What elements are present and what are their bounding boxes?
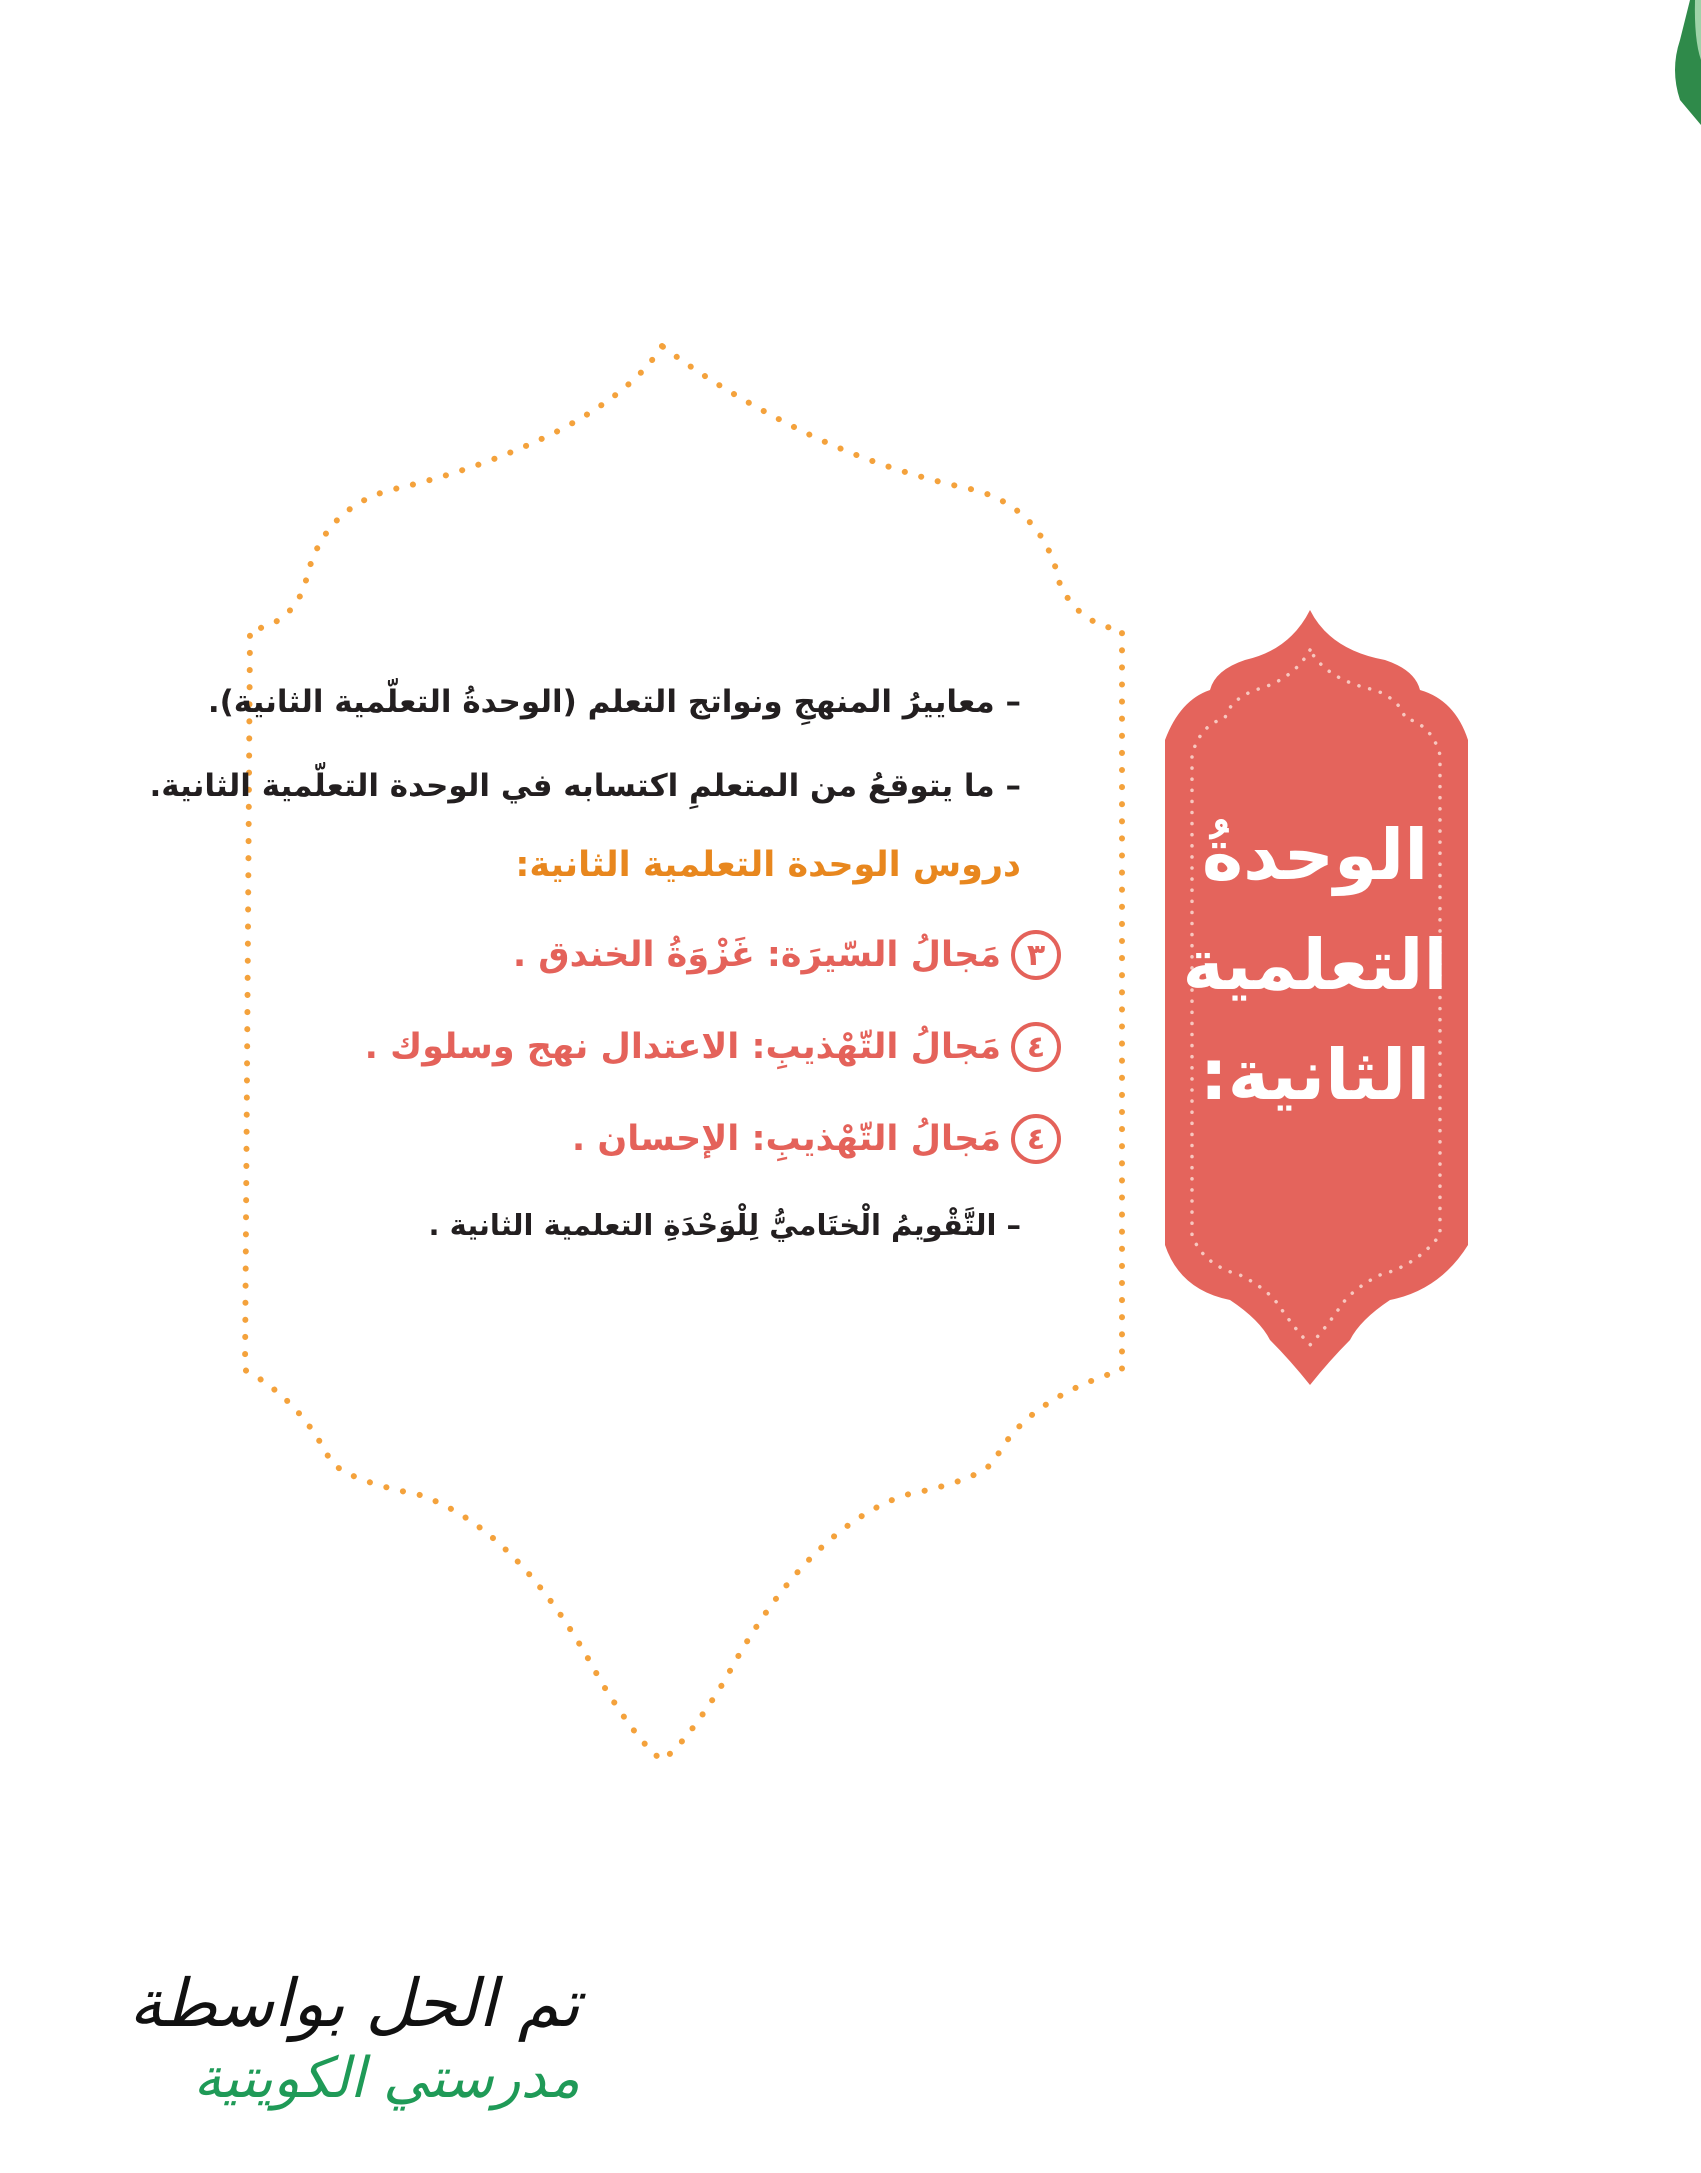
credit-line-2: مدرستي الكويتية (193, 2046, 580, 2111)
lesson-title: مَجالُ التّهْذيبِ: الإحسان . (571, 1119, 1001, 1159)
unit-title-line: الثانية: (1199, 1034, 1431, 1116)
unit-title-line: التعلمية (1182, 924, 1448, 1006)
unit-title-line: الوحدةُ (1201, 814, 1429, 896)
lesson-number-badge: ٤ (1011, 1114, 1061, 1164)
lesson-number-badge: ٣ (1011, 930, 1061, 980)
lesson-item (513, 930, 1061, 980)
lesson-title: مَجالُ السّيرَة: غَزْوَةُ الخندق . (512, 935, 1001, 975)
credit-line-1: تم الحل بواسطة (129, 1965, 580, 2042)
lesson-item (365, 1022, 1061, 1072)
bullet-expectations: – ما يتوقعُ من المتعلمِ اكتسابه في الوحدة التعلّمية الثانية. (149, 768, 1021, 804)
lesson-number-badge: ٤ (1011, 1022, 1061, 1072)
lesson-title: مَجالُ التّهْذيبِ: الاعتدال نهج وسلوك . (364, 1027, 1001, 1067)
final-evaluation: – التَّقْويمُ الْختَاميُّ لِلْوَحْدَةِ التعلمية الثانية . (428, 1208, 1021, 1242)
corner-decoration (1675, 0, 1701, 125)
unit-title (1170, 800, 1460, 1130)
standards-bullets (149, 660, 1021, 828)
solution-credit (40, 1965, 580, 2111)
lessons-heading: دروس الوحدة التعلمية الثانية: (515, 845, 1021, 885)
bullet-standards: – معاييرُ المنهجِ ونواتج التعلم (الوحدةُ التعلّمية الثانية). (207, 684, 1021, 720)
lesson-item (572, 1114, 1061, 1164)
